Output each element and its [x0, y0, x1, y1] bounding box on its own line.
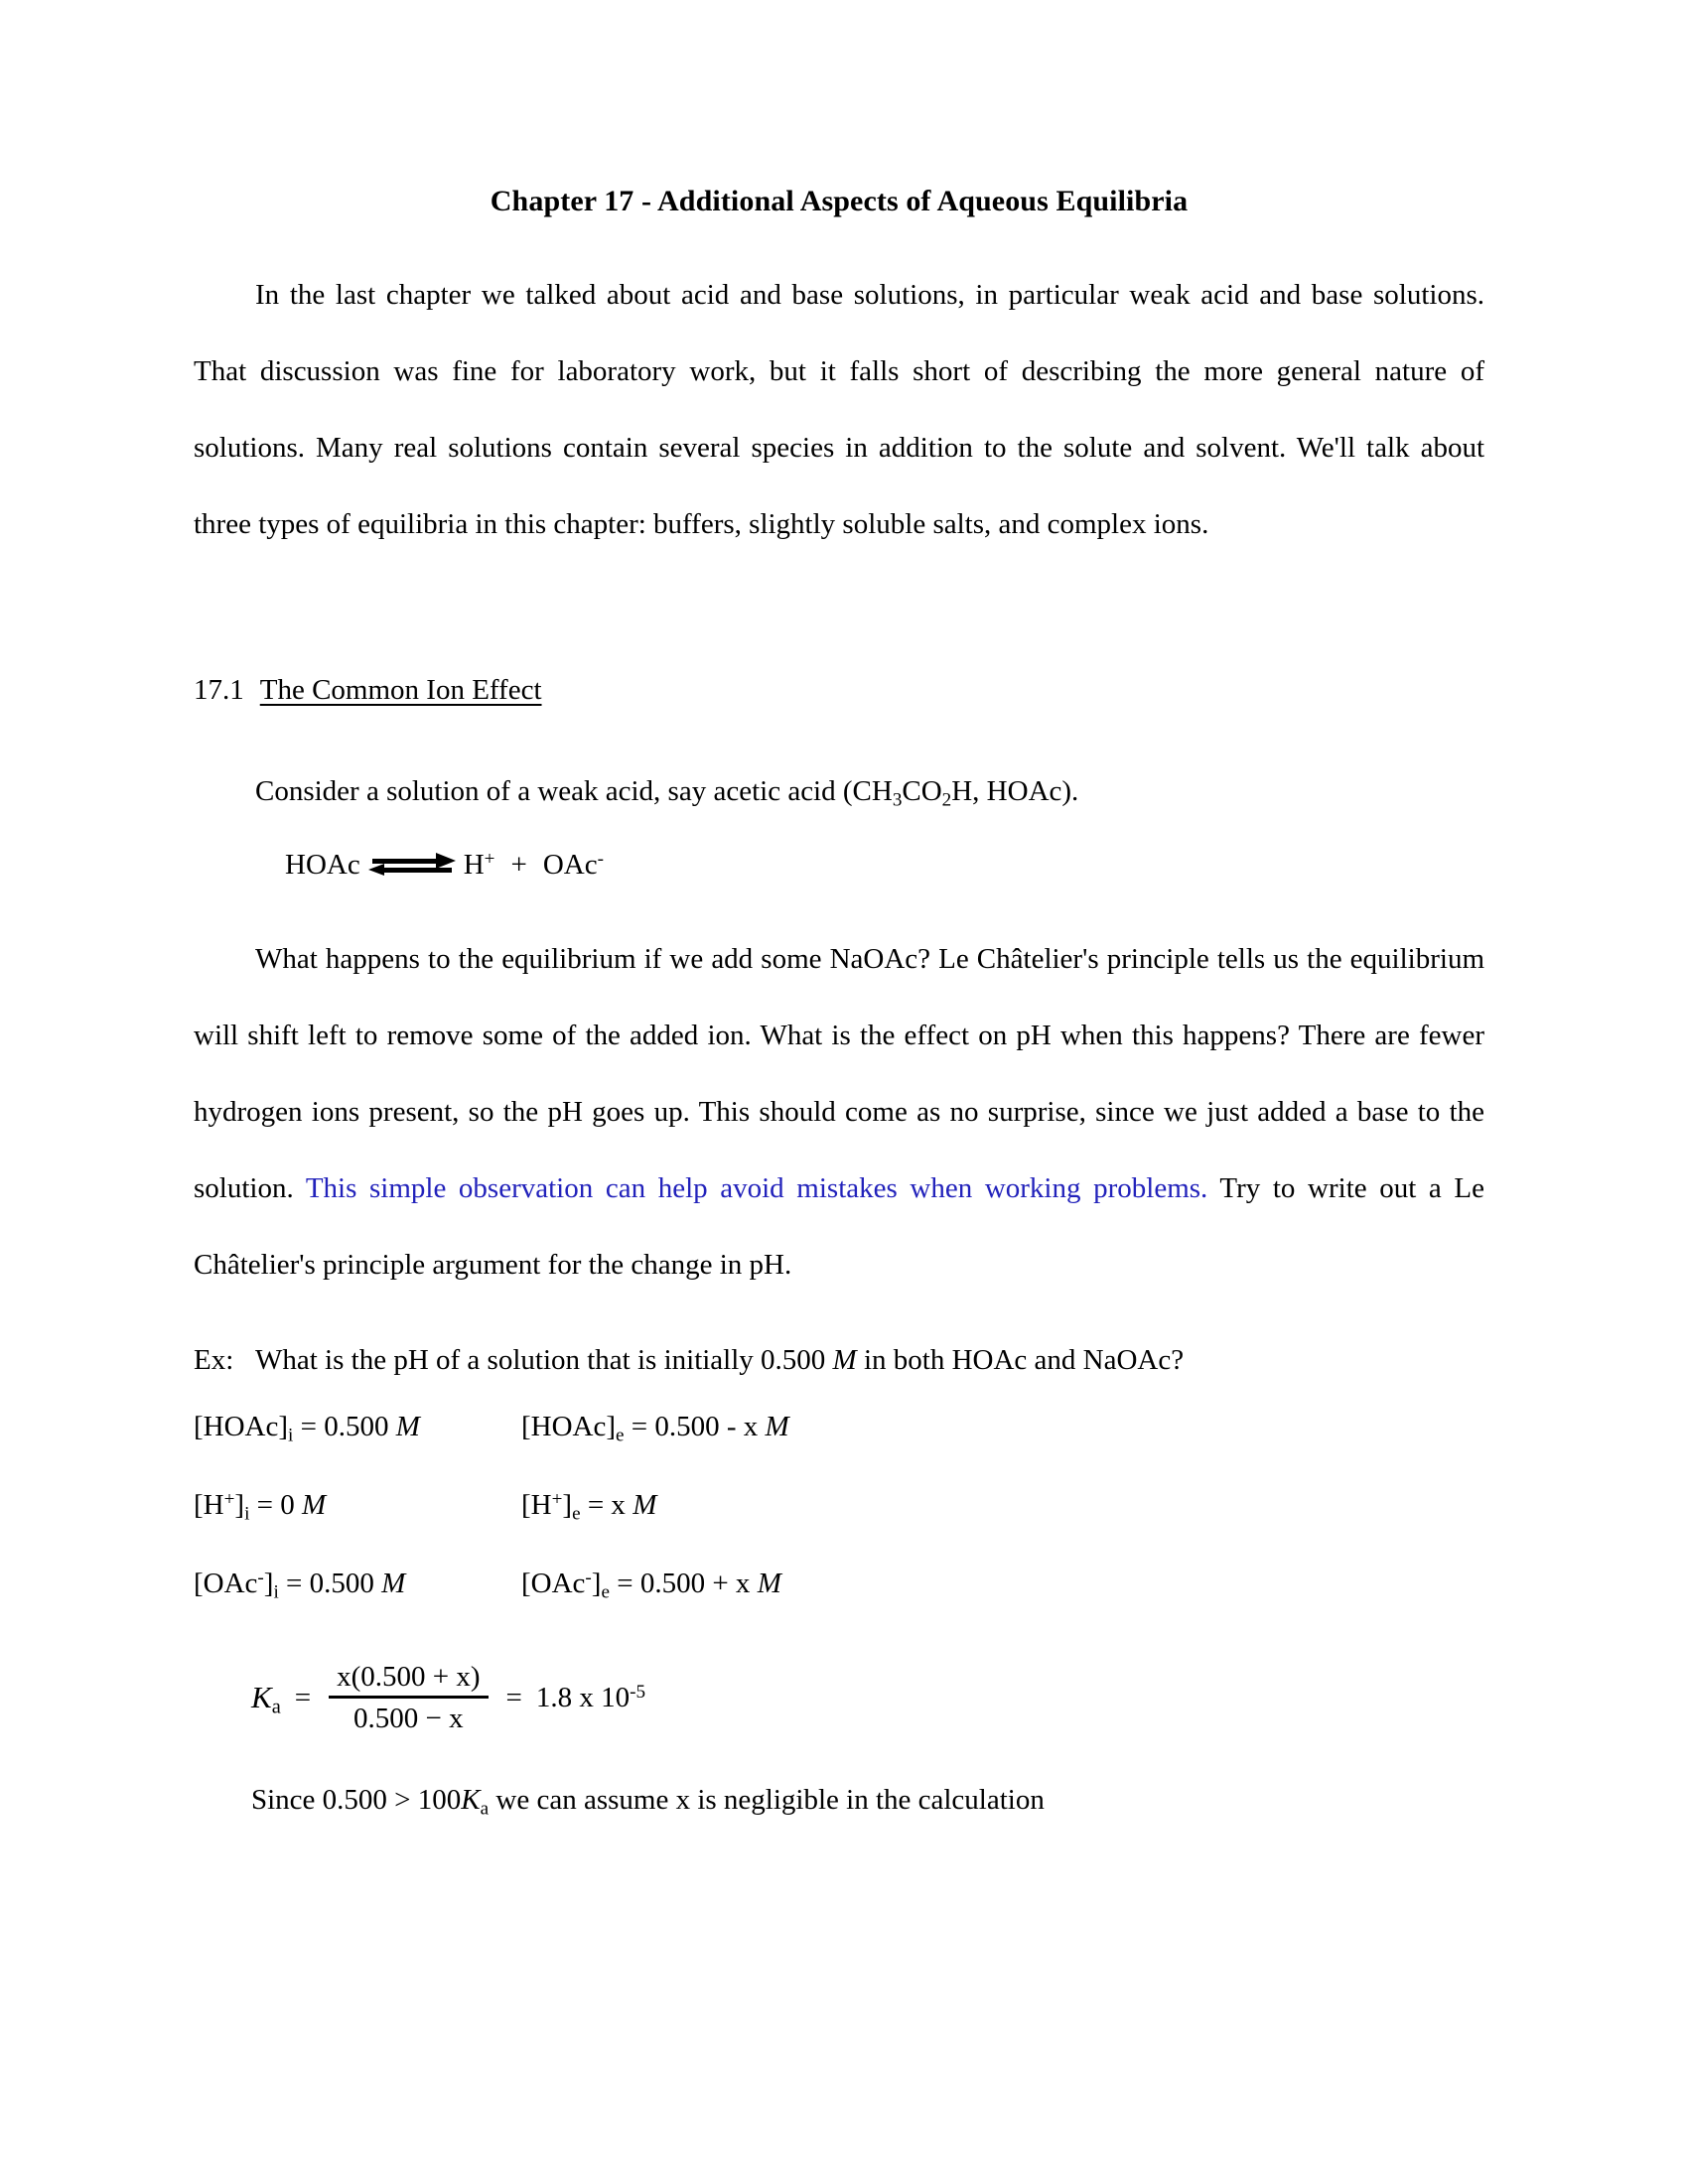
ka-symbol — [251, 1680, 281, 1718]
value-text: = 0.500 + x — [609, 1568, 758, 1599]
product-1-charge: + — [484, 849, 495, 871]
section-heading — [194, 666, 1484, 714]
charge-superscript: - — [257, 1568, 264, 1589]
initial-acetate — [194, 1568, 521, 1646]
table-row — [194, 1411, 789, 1489]
equilibrium-acetate — [521, 1568, 789, 1646]
consider-mid: CO — [902, 775, 942, 807]
closing-bracket: ] — [591, 1568, 602, 1599]
example-question-text-a: What is the pH of a solution that is initially 0.500 — [255, 1344, 833, 1376]
discussion-part-1: What happens to the equilibrium if we add some NaOAc? Le Châtelier's principle tells us the equilibrium will shift left to remove some of the added ion. What is the effect on pH when this happens? There are fewer hydrogen ions present, so the pH goes up. This should come as no surprise, since we just added a base to the solution. — [194, 943, 1484, 1204]
product-2-charge: - — [597, 849, 604, 871]
table-row — [194, 1568, 789, 1646]
spacer — [194, 1303, 1484, 1325]
equation-product-2 — [543, 830, 604, 899]
consider-paragraph — [194, 753, 1484, 830]
unit-molarity: M — [381, 1568, 406, 1599]
closing-bracket: ] — [263, 1568, 274, 1599]
spacer — [194, 899, 1484, 921]
intro-paragraph: In the last chapter we talked about acid and base solutions, in particular weak acid and base solutions. That discussion was fine for laboratory work, but it falls short of describing the more general nature of solutions. Many real solutions contain several species in addition to the solute and solvent. We'll talk about three types of equilibria in this chapter: buffers, slightly soluble salts, and complex ions. — [194, 279, 1484, 540]
discussion-paragraph — [194, 921, 1484, 1303]
equilibrium-hoac — [521, 1411, 789, 1489]
species-label: [HOAc] — [521, 1411, 617, 1442]
unit-molarity: M — [633, 1489, 657, 1521]
spacer — [194, 563, 1484, 666]
product-2-formula: OAc — [542, 849, 598, 881]
unit-molarity: M — [765, 1411, 789, 1442]
ka-fraction — [329, 1660, 488, 1735]
assumption-statement — [194, 1765, 1484, 1835]
fraction-denominator: 0.500 − x — [353, 1703, 464, 1734]
equation-product-1 — [464, 830, 495, 899]
ka-equation — [194, 1660, 1484, 1735]
example-question — [194, 1325, 1484, 1395]
state-subscript: i — [288, 1425, 294, 1446]
consider-suffix: H, HOAc). — [951, 775, 1079, 807]
closing-bracket: ] — [234, 1489, 245, 1521]
closing-bracket: ] — [562, 1489, 573, 1521]
concentration-table — [194, 1411, 789, 1646]
unit-molarity: M — [757, 1568, 781, 1599]
example-label: Ex: — [194, 1344, 234, 1376]
fraction-numerator: x(0.500 + x) — [337, 1661, 481, 1693]
species-label: [HOAc] — [194, 1411, 289, 1442]
discussion-part-2: Try to write out a Le Châtelier's principle argument for the change in pH. — [194, 1172, 1484, 1281]
ka-symbol-subscript: a — [271, 1696, 281, 1718]
chemical-equation — [194, 830, 1484, 899]
subscript-2: 2 — [941, 789, 952, 811]
assumption-ka-subscript: a — [480, 1798, 490, 1820]
ka-result-exponent: -5 — [630, 1681, 646, 1703]
value-text: = 0.500 — [278, 1568, 382, 1599]
spacer — [194, 714, 1484, 753]
consider-prefix: Consider a solution of a weak acid, say acetic acid (CH — [255, 775, 893, 807]
unit-molarity: M — [395, 1411, 420, 1442]
charge-superscript: + — [551, 1489, 563, 1511]
page-content — [194, 184, 1484, 1835]
assumption-prefix: Since 0.500 > 100 — [251, 1784, 462, 1816]
unit-molarity: M — [302, 1489, 327, 1521]
initial-hydrogen — [194, 1489, 521, 1568]
species-label: [H — [194, 1489, 224, 1521]
state-subscript: e — [601, 1581, 610, 1603]
assumption-ka-letter: K — [461, 1784, 481, 1816]
initial-hoac — [194, 1411, 521, 1489]
ka-result — [536, 1682, 645, 1714]
subscript-3: 3 — [892, 789, 903, 811]
state-subscript: i — [244, 1503, 250, 1525]
assumption-ka-symbol — [461, 1784, 490, 1820]
page-title: Chapter 17 - Additional Aspects of Aqueous Equilibria — [490, 185, 1189, 217]
product-1-formula: H — [463, 849, 485, 881]
highlighted-note: This simple observation can help avoid mistakes when working problems. — [305, 1172, 1208, 1204]
species-label: [H — [521, 1489, 552, 1521]
equilibrium-hydrogen — [521, 1489, 789, 1568]
assumption-suffix: we can assume x is negligible in the calculation — [489, 1784, 1045, 1816]
ka-symbol-letter: K — [251, 1680, 272, 1714]
table-row — [194, 1489, 789, 1568]
state-subscript: i — [273, 1581, 279, 1603]
equals-sign-2: = — [505, 1681, 522, 1713]
equation-plus: + — [510, 849, 527, 881]
value-text: = 0.500 - x — [624, 1411, 766, 1442]
molarity-symbol: M — [832, 1344, 857, 1376]
species-label: [OAc — [521, 1568, 586, 1599]
equals-sign-1: = — [294, 1681, 312, 1713]
state-subscript: e — [616, 1425, 625, 1446]
section-number: 17.1 — [194, 674, 244, 706]
state-subscript: e — [572, 1503, 581, 1525]
charge-superscript: + — [223, 1489, 235, 1511]
section-title: The Common Ion Effect — [259, 674, 542, 706]
equation-reactant: HOAc — [285, 849, 360, 881]
ka-result-mantissa: 1.8 x 10 — [535, 1681, 631, 1713]
value-text: = 0.500 — [293, 1411, 396, 1442]
species-label: [OAc — [194, 1568, 258, 1599]
charge-superscript: - — [585, 1568, 592, 1589]
value-text: = x — [580, 1489, 633, 1521]
equilibrium-arrow-icon — [368, 850, 456, 880]
example-question-text-b: in both HOAc and NaOAc? — [856, 1344, 1185, 1376]
value-text: = 0 — [249, 1489, 303, 1521]
